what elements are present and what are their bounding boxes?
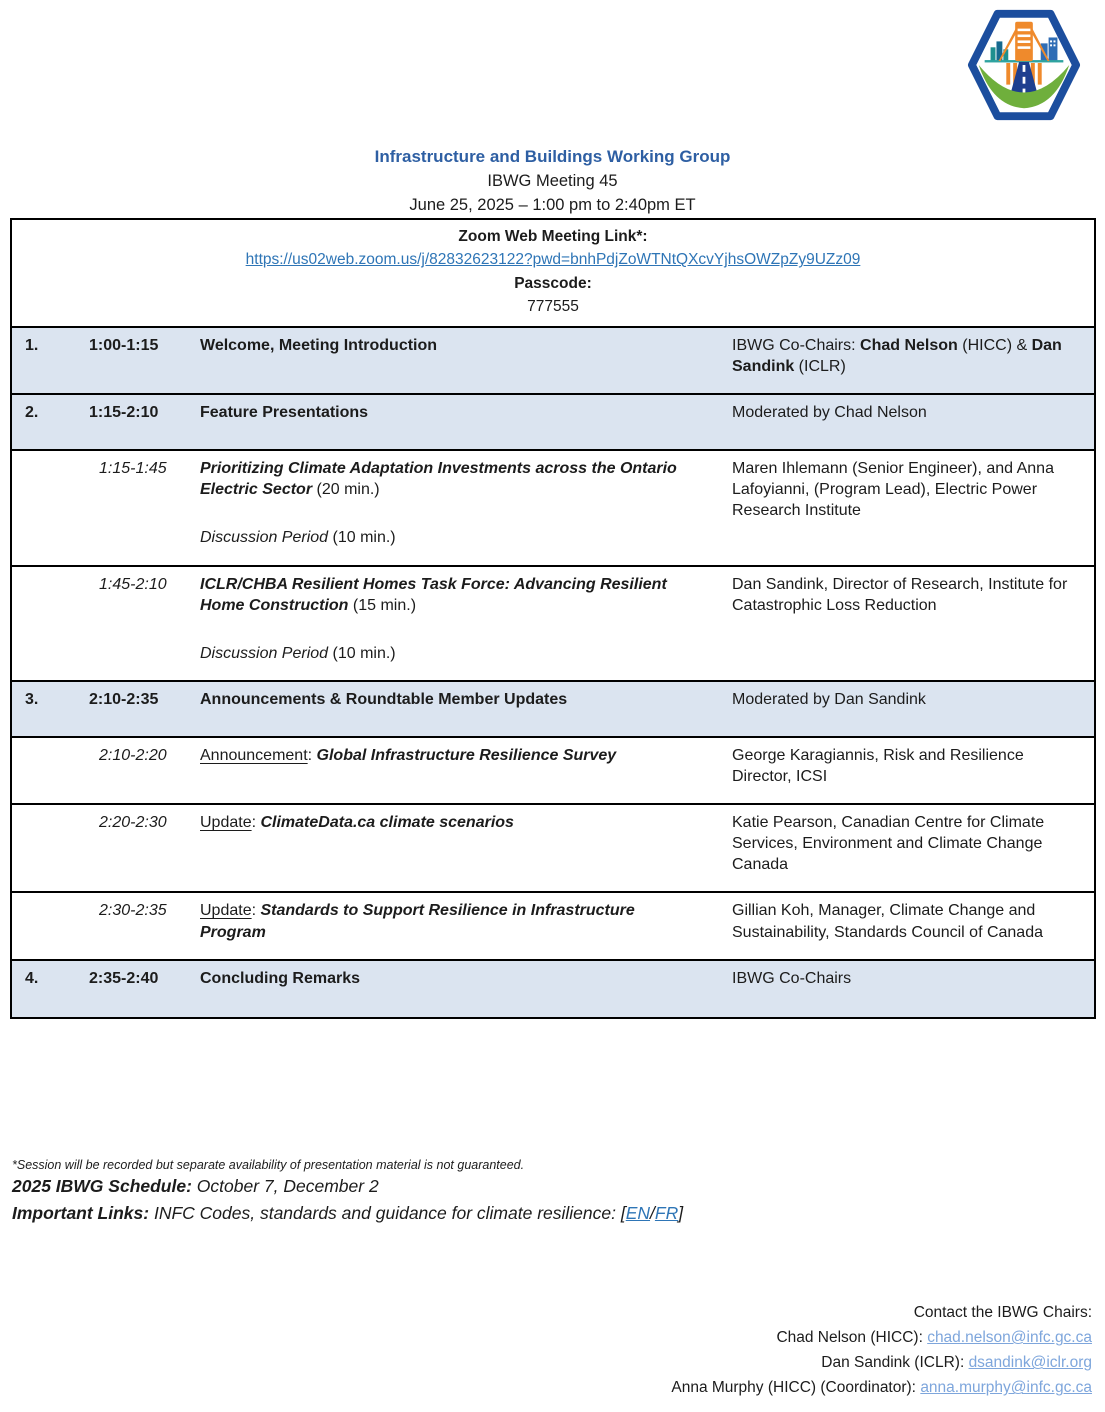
text-segment: : xyxy=(307,746,317,764)
passcode-value: 777555 xyxy=(527,297,579,315)
link-fr[interactable]: FR xyxy=(654,1203,679,1223)
row-number xyxy=(12,893,78,958)
row-number xyxy=(12,567,78,680)
meeting-number: IBWG Meeting 45 xyxy=(487,171,618,190)
text-segment: Feature Presentations xyxy=(200,404,369,422)
row-presenter xyxy=(732,682,1094,736)
row-topic xyxy=(200,682,732,736)
zoom-link-label: Zoom Web Meeting Link*: xyxy=(458,228,648,245)
text-segment: ] xyxy=(678,1203,684,1223)
contact-block xyxy=(671,1300,1092,1400)
text-segment: Katie Pearson, Canadian Centre for Climate Services, Environment and Climate Change Canada xyxy=(732,814,1045,874)
text-segment: George Karagiannis, Risk and Resilience Director, ICSI xyxy=(732,746,1024,785)
text-segment: (HICC) & xyxy=(957,337,1032,354)
agenda-row xyxy=(12,680,1094,736)
topic-line xyxy=(200,812,696,833)
row-time: 2:10-2:20 xyxy=(99,746,167,764)
topic-line xyxy=(200,335,696,356)
agenda-row xyxy=(12,449,1094,564)
topic-line xyxy=(200,458,696,500)
email-link-anna-murphy[interactable]: anna.murphy@infc.gc.ca xyxy=(920,1379,1092,1397)
bridge-city-logo-icon xyxy=(965,4,1083,126)
text-segment: : xyxy=(251,814,261,832)
row-number: 4. xyxy=(25,969,39,987)
text-segment: Dan Sandink (ICLR): xyxy=(821,1354,969,1372)
schedule-line xyxy=(12,1176,379,1197)
row-time: 1:15-1:45 xyxy=(99,460,167,478)
text-segment: Gillian Koh, Manager, Climate Change and Sustainability, Standards Council of Canada xyxy=(732,902,1043,941)
row-presenter xyxy=(732,738,1094,803)
row-time: 2:20-2:30 xyxy=(99,814,167,832)
topic-line xyxy=(200,968,696,989)
contact-heading: Contact the IBWG Chairs: xyxy=(913,1304,1092,1321)
text-segment: (15 min.) xyxy=(348,596,417,614)
topic-line xyxy=(200,900,696,942)
text-segment: Global Infrastructure Resilience Survey xyxy=(316,746,617,764)
text-segment: IBWG Co-Chairs: xyxy=(732,337,861,354)
row-presenter xyxy=(732,893,1094,958)
zoom-meeting-link[interactable]: https://us02web.zoom.us/j/82832623122?pwd=bnhPdjZoWTNtQXcvYjhsOWZpZy9UZz09 xyxy=(245,251,861,269)
topic-line xyxy=(200,574,696,616)
text-segment: Standards to Support Resilience in Infrastructure Program xyxy=(200,902,635,941)
text-segment: (20 min.) xyxy=(312,481,380,499)
text-segment: Discussion Period xyxy=(200,529,329,547)
text-segment: Maren Ihlemann (Senior Engineer), and Anna Lafoyianni, (Program Lead), Electric Power Research Institute xyxy=(732,460,1054,520)
row-number xyxy=(12,451,78,564)
text-segment: (10 min.) xyxy=(328,644,396,662)
row-time: 1:00-1:15 xyxy=(89,337,159,354)
email-link-chad-nelson[interactable]: chad.nelson@infc.gc.ca xyxy=(927,1329,1092,1347)
text-segment: Update xyxy=(200,814,252,832)
row-topic xyxy=(200,738,732,803)
agenda-row xyxy=(12,891,1094,958)
text-segment: Moderated by Dan Sandink xyxy=(732,690,926,708)
text-segment: 2025 IBWG Schedule: xyxy=(12,1176,192,1196)
important-links-line xyxy=(12,1203,683,1224)
row-presenter xyxy=(732,805,1094,891)
link-en[interactable]: EN xyxy=(625,1203,651,1223)
row-presenter xyxy=(732,451,1094,564)
text-segment: Welcome, Meeting Introduction xyxy=(200,337,438,354)
row-time: 2:30-2:35 xyxy=(99,902,167,920)
text-segment: Important Links: xyxy=(12,1203,150,1223)
topic-line xyxy=(200,527,696,548)
text-segment: / xyxy=(650,1203,655,1223)
text-segment: Announcement xyxy=(200,746,308,764)
row-presenter xyxy=(732,328,1094,393)
topic-line xyxy=(200,643,696,664)
agenda-row xyxy=(12,736,1094,803)
text-segment: Announcements & Roundtable Member Updates xyxy=(200,690,568,708)
row-time: 2:10-2:35 xyxy=(89,690,159,708)
row-time: 1:15-2:10 xyxy=(89,404,159,422)
agenda-row xyxy=(12,326,1094,393)
row-presenter xyxy=(732,961,1094,1017)
text-segment: Discussion Period xyxy=(200,644,329,662)
agenda-table xyxy=(10,218,1096,1019)
agenda-row xyxy=(12,565,1094,680)
passcode-label: Passcode: xyxy=(514,274,592,292)
row-time: 2:35-2:40 xyxy=(89,969,159,987)
row-number xyxy=(12,738,78,803)
row-topic xyxy=(200,328,732,393)
contact-line xyxy=(671,1325,1092,1350)
text-segment: INFC Codes, standards and guidance for climate resilience: [ xyxy=(149,1203,626,1223)
row-topic xyxy=(200,805,732,891)
text-segment: Dan Sandink, Director of Research, Institute for Catastrophic Loss Reduction xyxy=(732,575,1068,614)
topic-line xyxy=(200,745,696,766)
session-footnote: *Session will be recorded but separate availability of presentation material is not guaranteed. xyxy=(12,1158,525,1172)
email-link-dan-sandink[interactable]: dsandink@iclr.org xyxy=(968,1354,1092,1372)
text-segment: October 7, December 2 xyxy=(191,1176,379,1196)
agenda-row xyxy=(12,393,1094,449)
contact-lines xyxy=(671,1325,1092,1400)
contact-line xyxy=(671,1375,1092,1400)
text-segment: (10 min.) xyxy=(328,529,396,547)
text-segment: Update xyxy=(200,902,252,920)
row-number: 3. xyxy=(25,690,39,708)
text-segment: : xyxy=(251,902,261,920)
text-segment: Moderated by Chad Nelson xyxy=(732,404,927,422)
row-number: 2. xyxy=(25,404,39,422)
row-presenter xyxy=(732,567,1094,680)
text-segment: Concluding Remarks xyxy=(200,969,361,987)
text-segment: Prioritizing Climate Adaptation Investments across the Ontario Electric Sector xyxy=(200,460,677,499)
row-topic xyxy=(200,567,732,680)
agenda-rows xyxy=(12,326,1094,1017)
row-topic xyxy=(200,961,732,1017)
text-segment: Dan Sandink xyxy=(732,337,1062,376)
row-topic xyxy=(200,893,732,958)
page-title: Infrastructure and Buildings Working Group xyxy=(374,147,731,166)
row-number xyxy=(12,805,78,891)
row-presenter xyxy=(732,395,1094,449)
text-segment: IBWG Co-Chairs xyxy=(732,969,852,987)
row-topic xyxy=(200,395,732,449)
row-time: 1:45-2:10 xyxy=(99,575,167,593)
topic-line xyxy=(200,402,696,423)
text-segment: Anna Murphy (HICC) (Coordinator): xyxy=(671,1379,921,1397)
row-number: 1. xyxy=(25,337,39,354)
text-segment: ClimateData.ca climate scenarios xyxy=(260,814,514,832)
contact-line xyxy=(671,1350,1092,1375)
agenda-row xyxy=(12,803,1094,891)
ibwg-hexagon-logo xyxy=(965,4,1083,126)
meeting-link-section xyxy=(12,220,1094,326)
text-segment: Chad Nelson (HICC): xyxy=(776,1329,928,1347)
text-segment: Chad Nelson xyxy=(860,337,958,354)
agenda-row xyxy=(12,959,1094,1017)
text-segment: (ICLR) xyxy=(794,358,846,376)
document-header xyxy=(0,145,1105,217)
text-segment: ICLR/CHBA Resilient Homes Task Force: Advancing Resilient Home Construction xyxy=(200,575,667,614)
topic-line xyxy=(200,689,696,710)
row-topic xyxy=(200,451,732,564)
meeting-datetime: June 25, 2025 – 1:00 pm to 2:40pm ET xyxy=(409,195,696,214)
